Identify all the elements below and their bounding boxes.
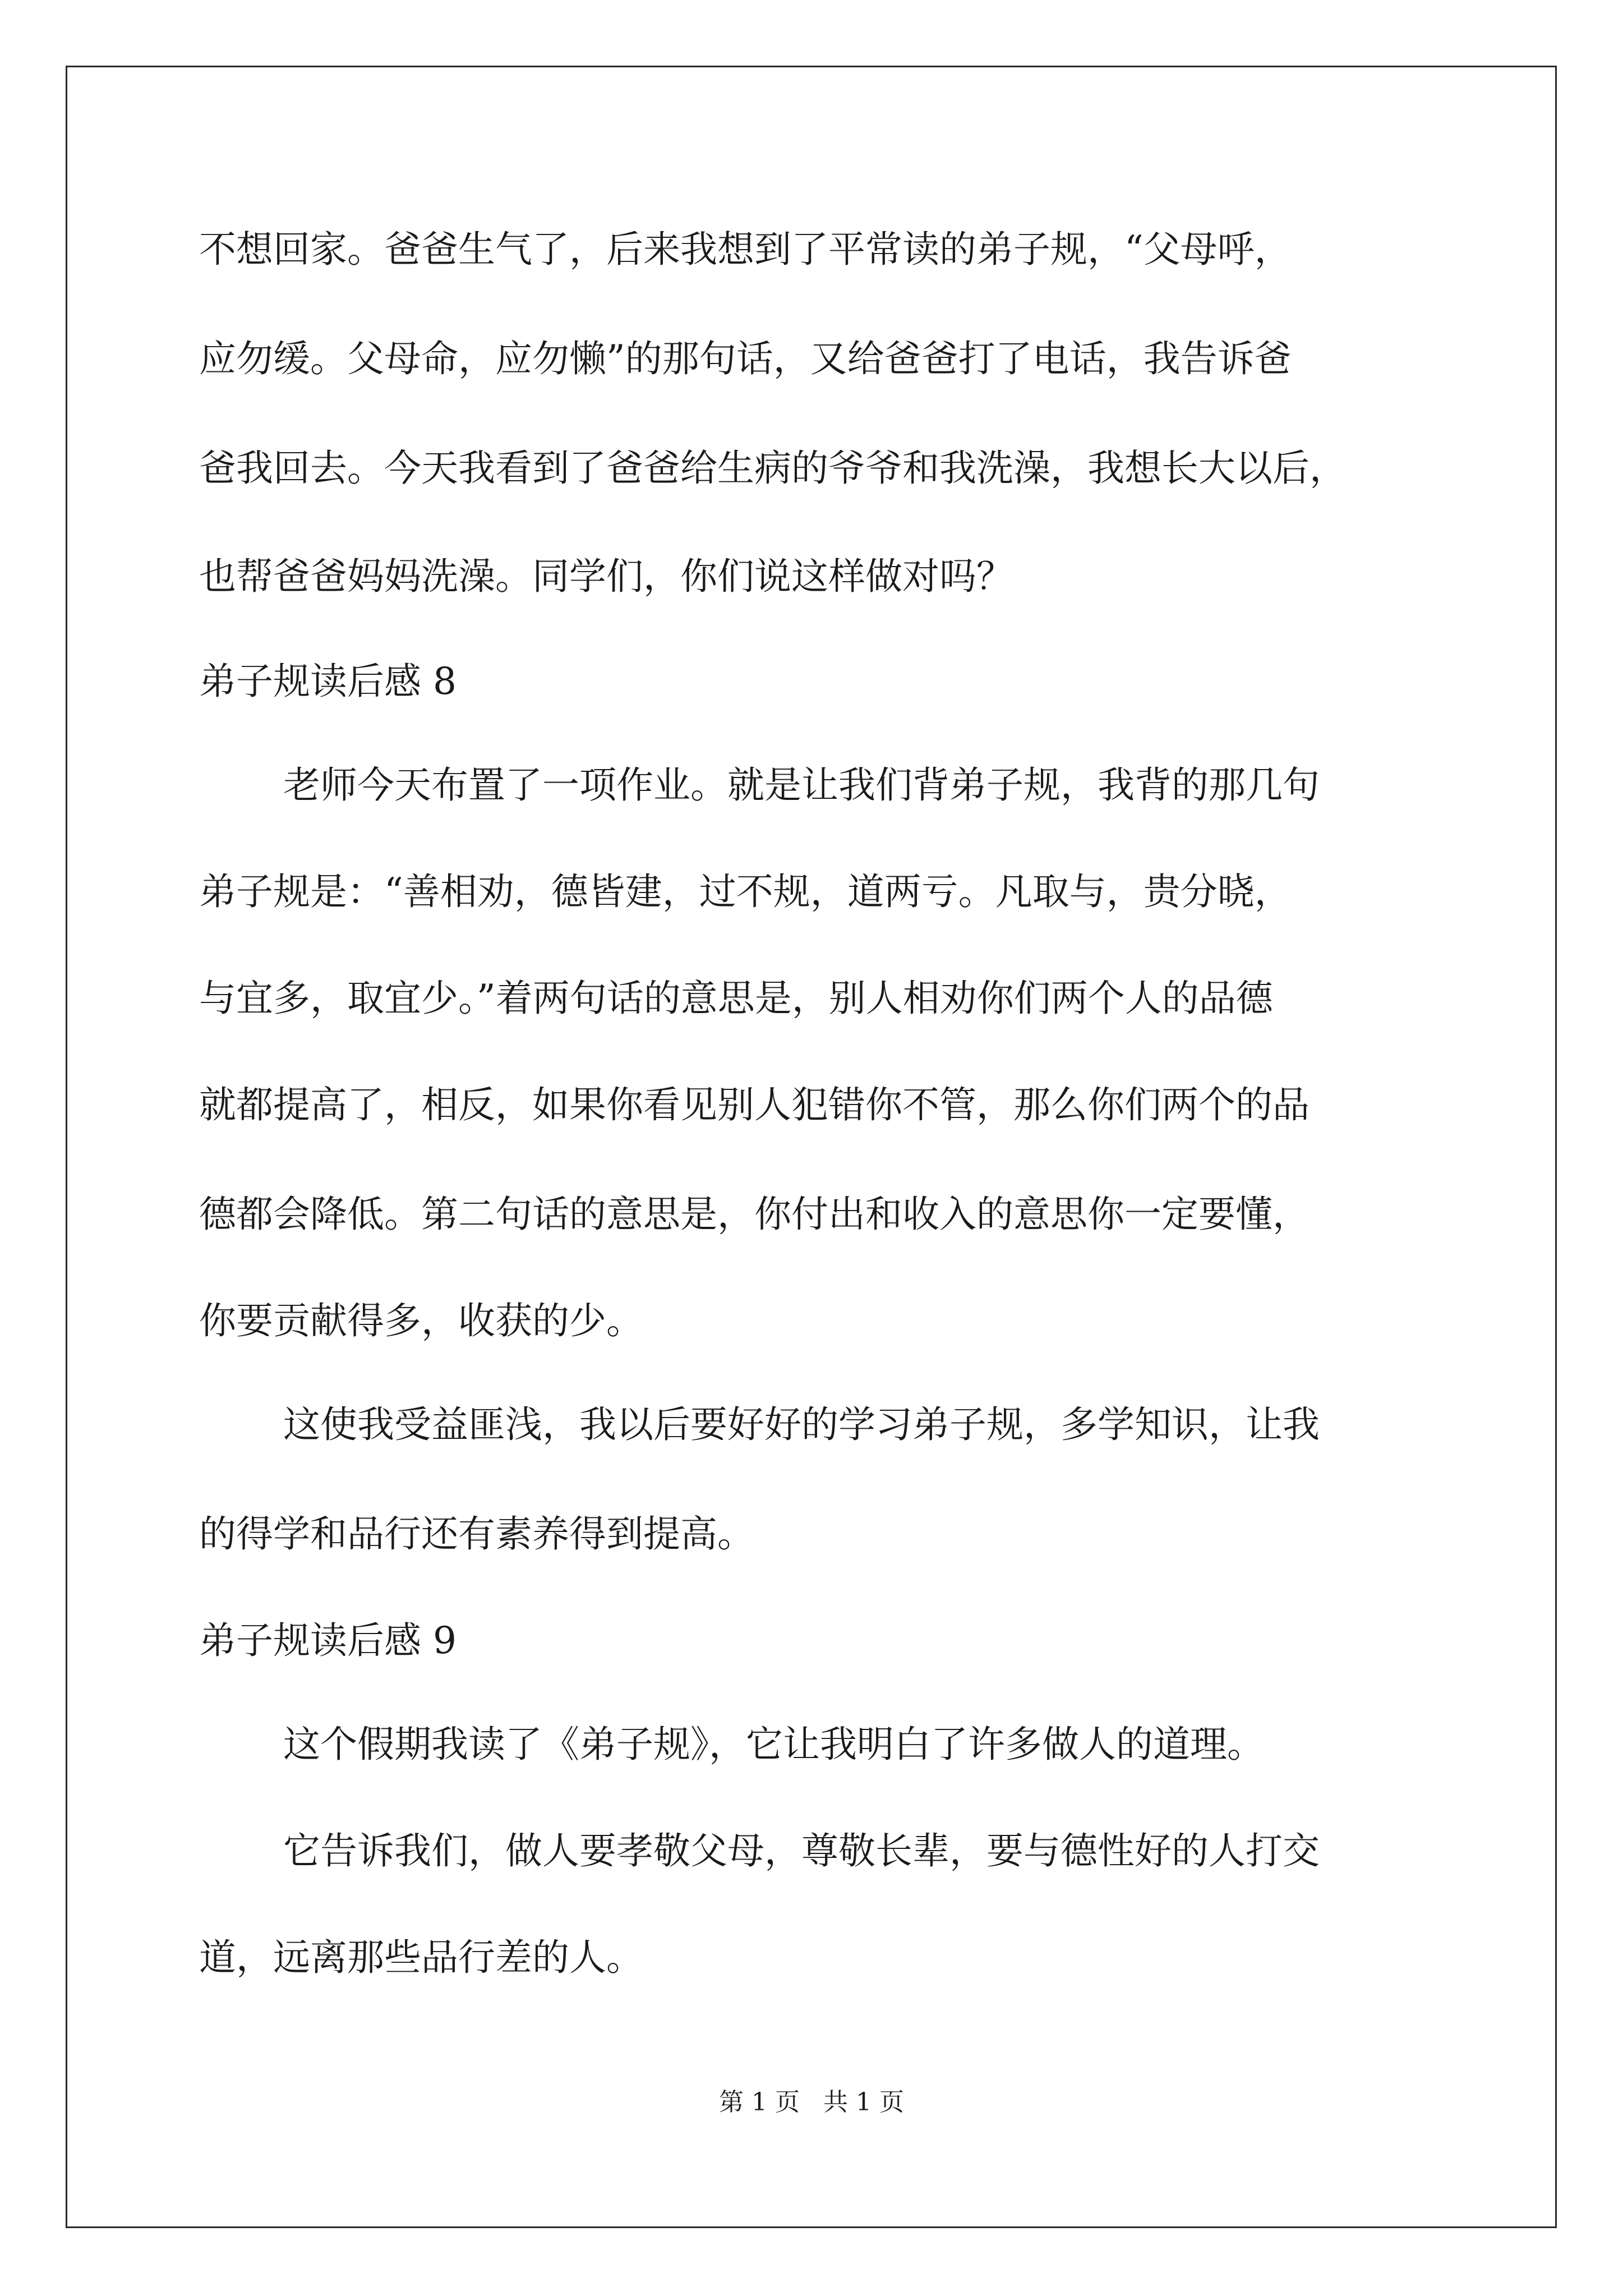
text-line: 道，远离那些品行差的人。 [199, 1936, 643, 1979]
text-line: 应勿缓。父母命，应勿懒”的那句话，又给爸爸打了电话，我告诉爸 [199, 337, 1292, 380]
section-heading: 弟子规读后感 9 [199, 1619, 457, 1662]
text-line: 也帮爸爸妈妈洗澡。同学们，你们说这样做对吗？ [199, 555, 1013, 598]
text-line: 与宜多，取宜少。”着两句话的意思是，别人相劝你们两个人的品德 [199, 977, 1273, 1020]
page-number-footer: 第 1 页 共 1 页 [719, 2088, 904, 2116]
text-line: 老师今天布置了一项作业。就是让我们背弟子规，我背的那几句 [283, 763, 1320, 807]
text-line: 它告诉我们，做人要孝敬父母，尊敬长辈，要与德性好的人打交 [283, 1829, 1320, 1872]
text-line: 就都提高了，相反，如果你看见别人犯错你不管，那么你们两个的品 [199, 1083, 1310, 1126]
text-line: 爸我回去。今天我看到了爸爸给生病的爷爷和我洗澡，我想长大以后， [199, 447, 1347, 490]
text-line: 弟子规是：“善相劝，德皆建，过不规，道两亏。凡取与，贵分晓， [199, 870, 1292, 913]
page-border [66, 66, 1557, 2228]
section-heading: 弟子规读后感 8 [199, 660, 457, 703]
text-line: 不想回家。爸爸生气了，后来我想到了平常读的弟子规，“父母呼， [199, 228, 1292, 271]
text-line: 这使我受益匪浅，我以后要好好的学习弟子规，多学知识，让我 [283, 1403, 1320, 1446]
text-line: 德都会降低。第二句话的意思是，你付出和收入的意思你一定要懂， [199, 1193, 1310, 1236]
text-line: 这个假期我读了《弟子规》，它让我明白了许多做人的道理。 [283, 1723, 1264, 1766]
text-line: 你要贡献得多，收获的少。 [199, 1299, 643, 1342]
text-line: 的得学和品行还有素养得到提高。 [199, 1512, 754, 1556]
